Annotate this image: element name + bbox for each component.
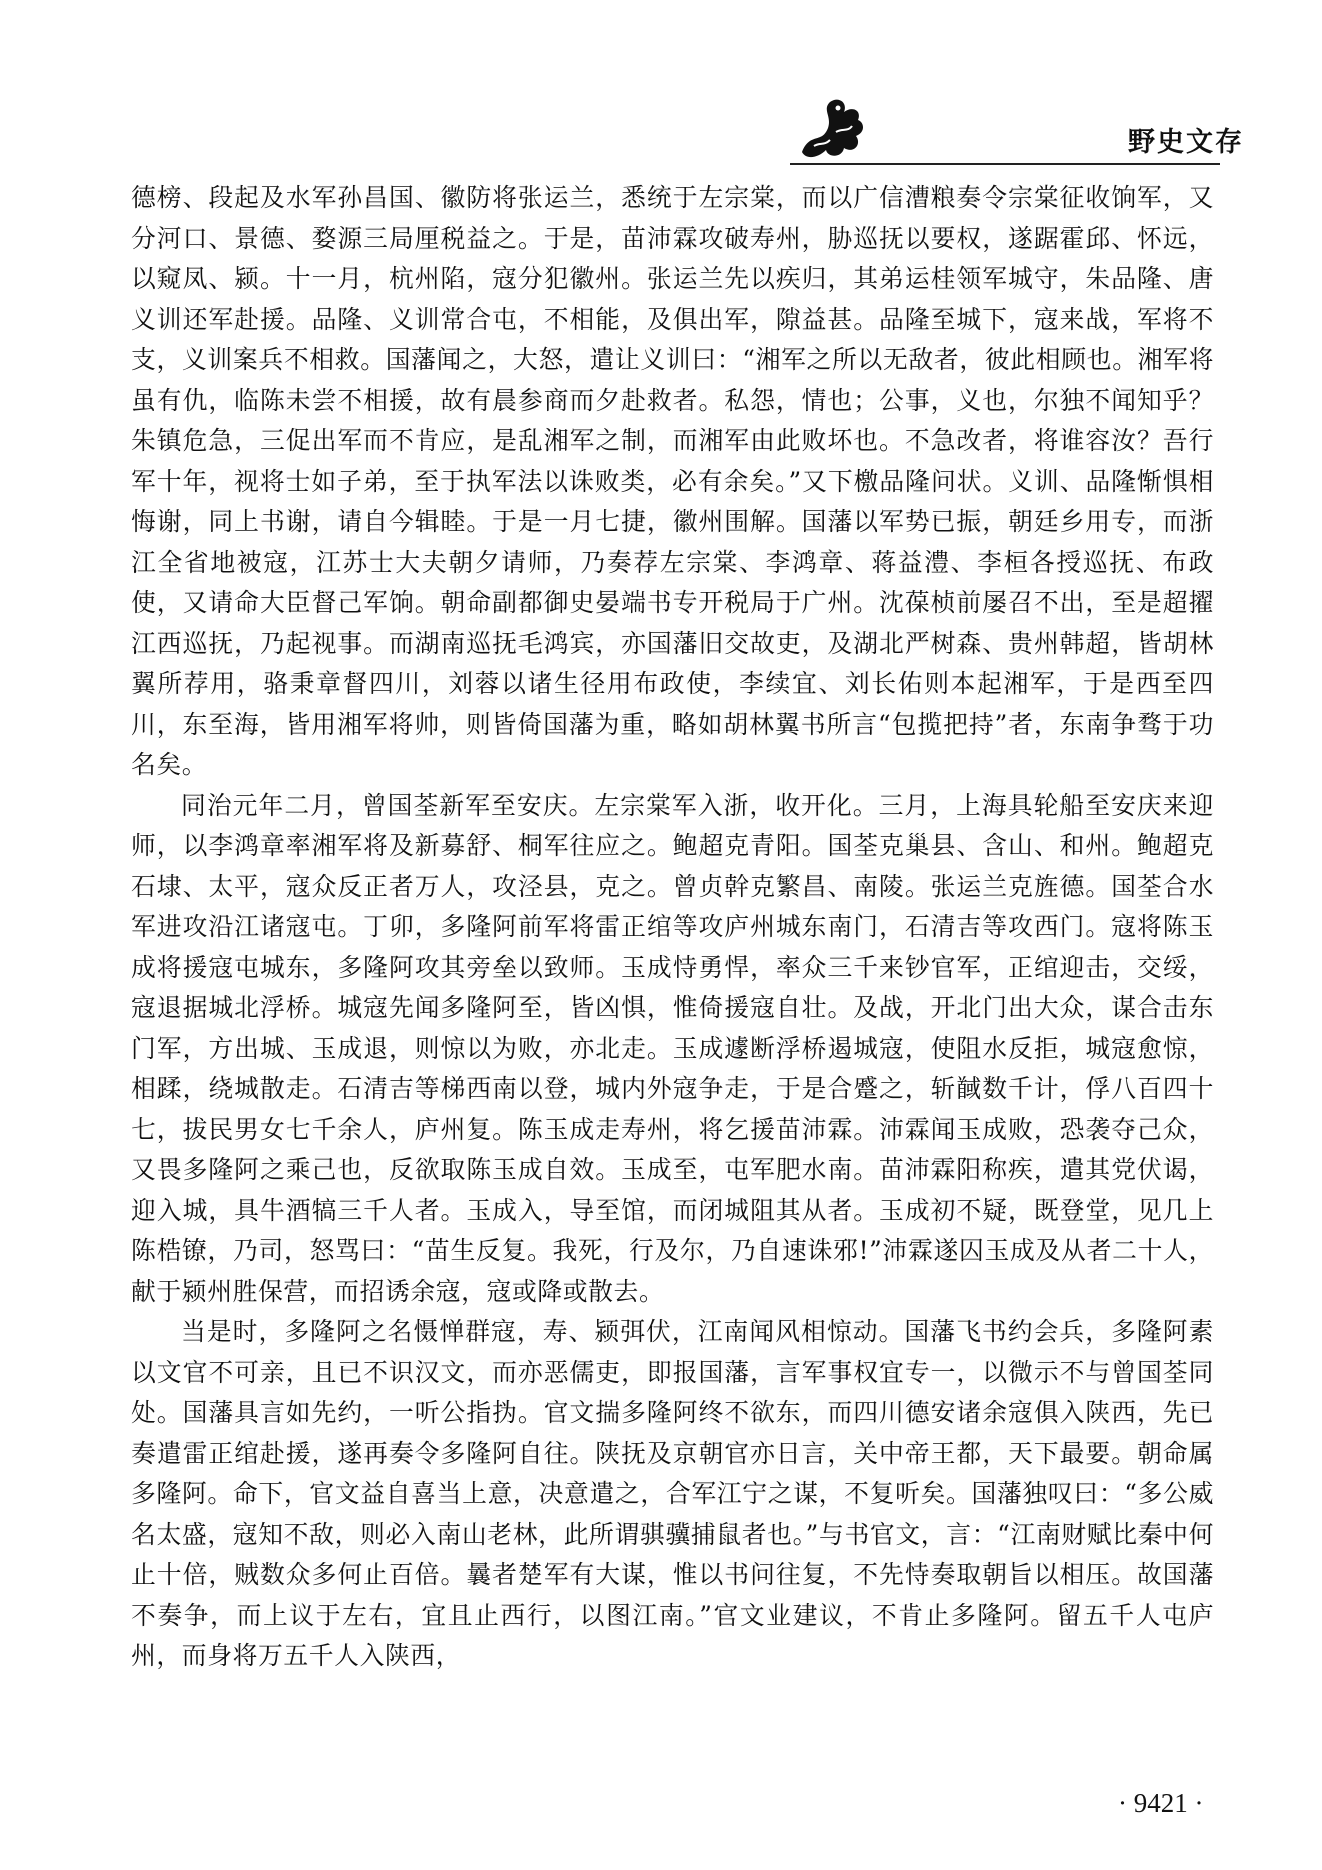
paragraph-3: 当是时，多隆阿之名慑惮群寇，寿、颍弭伏，江南闻风相惊动。国藩飞书约会兵，多隆阿素以文官不可亲，且已不识汉文，而亦恶儒吏，即报国藩，言军事权宜专一，以微示不与曾国荃同处。国藩具言如先约，一听公指㧑。官文揣多隆阿终不欲东，而四川德安诸余寇俱入陕西，先已奏遣雷正绾赴援，遂再奏令多隆阿自往。陕抚及京朝官亦日言，关中帝王都，天下最要。朝命属多隆阿。命下，官文益自喜当上意，决意遣之，合军江宁之谋，不复听矣。国藩独叹曰：“多公威名太盛，寇知不敌，则必入南山老林，此所谓骐骥捕鼠者也。”与书官文，言：“江南财赋比秦中何止十倍，贼数众多何止百倍。曩者楚军有大谋，惟以书问往复，不先恃奏取朝旨以相压。故国藩不奏争，而上议于左右，宜且止西行，以图江南。”官文业建议，不肯止多隆阿。留五千人屯庐州，而身将万五千人入陕西， bbox=[131, 1317, 1214, 1670]
body-text bbox=[131, 178, 1214, 1677]
page-number: · 9421 · bbox=[1118, 1788, 1204, 1818]
paragraph-1: 德榜、段起及水军孙昌国、徽防将张运兰，悉统于左宗棠，而以广信漕粮奏令宗棠征收饷军，又分河口、景德、婺源三局厘税益之。于是，苗沛霖攻破寿州，胁巡抚以要权，遂踞霍邱、怀远，以窥凤、颍。十一月，杭州陷，寇分犯徽州。张运兰先以疾归，其弟运桂领军城守，朱品隆、唐义训还军赴援。品隆、义训常合屯，不相能，及俱出军，隙益甚。品隆至城下，寇来战，军将不支，义训案兵不相救。国藩闻之，大怒，遣让义训曰：“湘军之所以无敌者，彼此相顾也。湘军将虽有仇，临陈未尝不相援，故有晨参商而夕赴救者。私怨，情也；公事，义也，尔独不闻知乎？朱镇危急，三促出军而不肯应，是乱湘军之制，而湘军由此败坏也。不急改者，将谁容汝？吾行军十年，视将士如子弟，至于执军法以诛败类，必有余矣。”又下檄品隆问状。义训、品隆惭惧相悔谢，同上书谢，请自今辑睦。于是一月七捷，徽州围解。国藩以军势已振，朝廷乡用专，而浙江全省地被寇，江苏士大夫朝夕请师，乃奏荐左宗棠、李鸿章、蒋益澧、李桓各授巡抚、布政使，又请命大臣督己军饷。朝命副都御史晏端书专开税局于广州。沈葆桢前屡召不出，至是超擢江西巡抚，乃起视事。而湖南巡抚毛鸿宾，亦国藩旧交故吏，及湖北严树森、贵州韩超，皆胡林翼所荐用，骆秉章督四川，刘蓉以诸生径用布政使，李续宜、刘长佑则本起湘军，于是西至四川，东至海，皆用湘军将帅，则皆倚国藩为重，略如胡林翼书所言“包揽把持”者，东南争骛于功名矣。 bbox=[131, 183, 1214, 779]
running-header bbox=[0, 0, 1322, 170]
dragon-emblem-icon bbox=[792, 92, 872, 164]
series-title: 野史文存 bbox=[1128, 127, 1244, 158]
paragraph-2: 同治元年二月，曾国荃新军至安庆。左宗棠军入浙，收开化。三月，上海具轮船至安庆来迎师，以李鸿章率湘军将及新募舒、桐军往应之。鲍超克青阳。国荃克巢县、含山、和州。鲍超克石埭、太平，寇众反正者万人，攻泾县，克之。曾贞幹克繁昌、南陵。张运兰克旌德。国荃合水军进攻沿江诸寇屯。丁卯，多隆阿前军将雷正绾等攻庐州城东南门，石清吉等攻西门。寇将陈玉成将援寇屯城东，多隆阿攻其旁垒以致师。玉成恃勇悍，率众三千来钞官军，正绾迎击，交绥，寇退据城北浮桥。城寇先闻多隆阿至，皆凶惧，惟倚援寇自壮。及战，开北门出大众，谋合击东门军，方出城、玉成退，则惊以为败，亦北走。玉成遽断浮桥遏城寇，使阻水反拒，城寇愈惊，相蹂，绕城散走。石清吉等梯西南以登，城内外寇争走，于是合蹙之，斩馘数千计，俘八百四十七，拔民男女七千余人，庐州复。陈玉成走寿州，将乞援苗沛霖。沛霖闻玉成败，恐袭夺己众，又畏多隆阿之乘己也，反欲取陈玉成自效。玉成至，屯军肥水南。苗沛霖阳称疾，遣其党伏谒，迎入城，具牛酒犒三千人者。玉成入，导至馆，而闭城阻其从者。玉成初不疑，既登堂，见几上陈梏镣，乃司，怒骂曰：“苗生反复。我死，行及尔，乃自速诛邪!”沛霖遂囚玉成及从者二十人，献于颍州胜保营，而招诱余寇，寇或降或散去。 bbox=[131, 790, 1214, 1306]
header-rule bbox=[790, 163, 1220, 165]
